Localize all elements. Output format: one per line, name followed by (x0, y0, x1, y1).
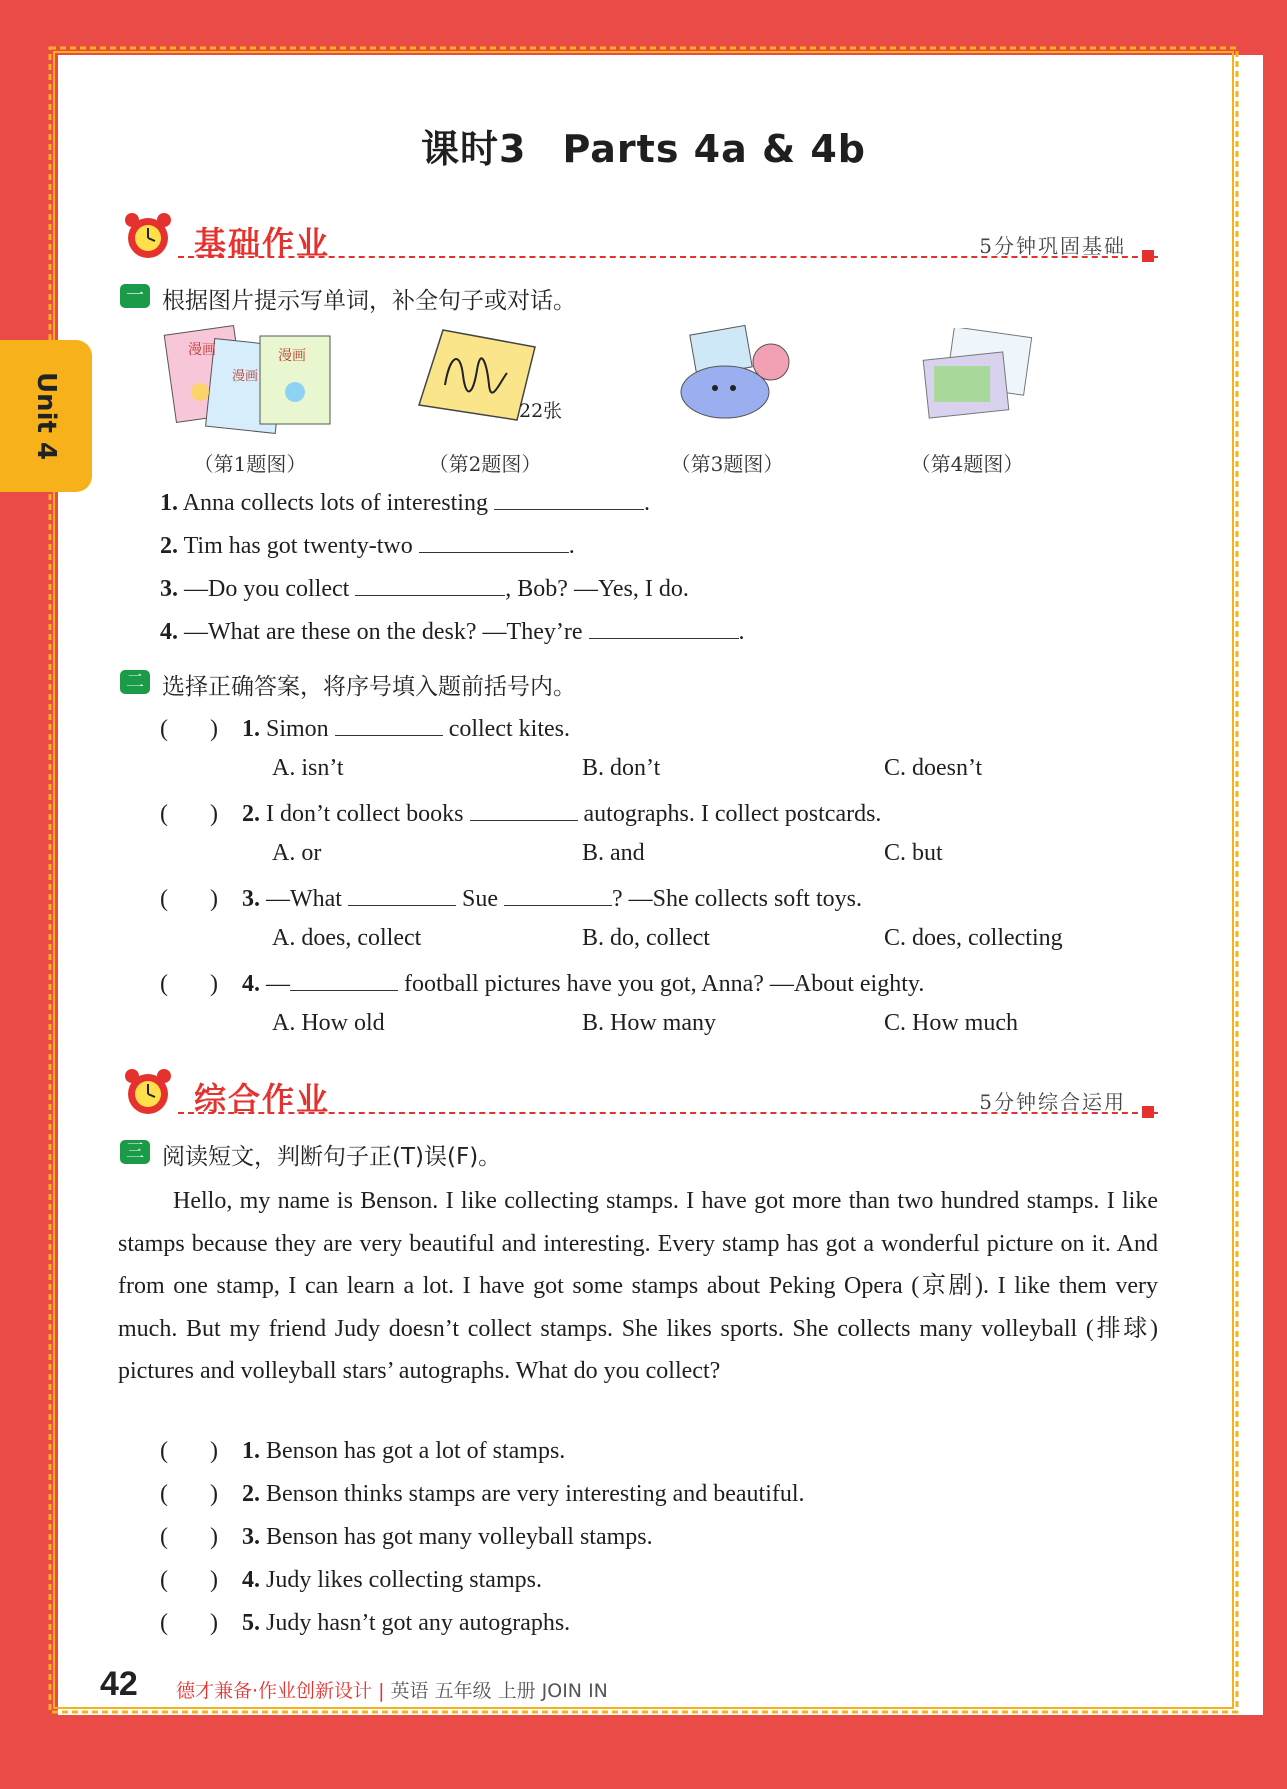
comic-label-2: 漫画 (232, 369, 259, 384)
postcards-picture (920, 328, 1038, 428)
alarm-clock-icon (118, 1064, 178, 1120)
judge-item-4: ( ) 4. Judy likes collecting stamps. (160, 1567, 542, 1593)
section-basic-heading: 基础作业 (194, 224, 331, 262)
question-1-badge: 一 (120, 284, 150, 308)
choice-item-4: ( ) 4. — football pictures have you got, Anna? —About eighty. (160, 968, 924, 998)
answer-paren[interactable]: ( ) (160, 1481, 218, 1507)
answer-paren[interactable]: ( ) (160, 1524, 218, 1550)
answer-blank[interactable] (348, 883, 456, 906)
comic-books-picture (160, 322, 340, 437)
section-divider-end (1142, 1106, 1154, 1118)
answer-blank[interactable] (589, 616, 739, 639)
option-2b[interactable]: B. and (582, 840, 645, 866)
autograph-card-picture (415, 325, 580, 425)
option-4a[interactable]: A. How old (272, 1010, 385, 1036)
judge-item-2: ( ) 2. Benson thinks stamps are very interesting and beautiful. (160, 1481, 805, 1507)
judge-item-3: ( ) 3. Benson has got many volleyball stamps. (160, 1524, 653, 1550)
question-3-badge: 三 (120, 1140, 150, 1164)
page-number: 42 (100, 1665, 138, 1703)
caption-1: （第1题图） (193, 452, 307, 476)
comic-label-3: 漫画 (278, 348, 306, 364)
footer-text: 德才兼备·作业创新设计 | 英语 五年级 上册 JOIN IN (176, 1680, 608, 1702)
option-3c[interactable]: C. does, collecting (884, 925, 1063, 951)
answer-blank[interactable] (419, 530, 569, 553)
answer-blank[interactable] (290, 968, 398, 991)
option-4b[interactable]: B. How many (582, 1010, 716, 1036)
caption-2: （第2题图） (428, 452, 542, 476)
fill-item-4: 4. —What are these on the desk? —They’re . (160, 616, 745, 646)
option-1b[interactable]: B. don’t (582, 755, 661, 781)
section-comprehensive-header (118, 1064, 1158, 1124)
option-2c[interactable]: C. but (884, 840, 943, 866)
footer-brand: 德才兼备·作业创新设计 (176, 1680, 373, 1702)
page-title (0, 118, 1287, 173)
question-2-instruction: 选择正确答案，将序号填入题前括号内。 (162, 674, 576, 700)
section-basic-header (118, 208, 1158, 268)
fill-item-1: 1. Anna collects lots of interesting . (160, 487, 650, 517)
answer-paren[interactable]: ( ) (160, 886, 218, 912)
section-basic-tag: 5分钟巩固基础 (979, 234, 1126, 258)
question-2-badge: 二 (120, 670, 150, 694)
answer-paren[interactable]: ( ) (160, 1610, 218, 1636)
choice-item-3: ( ) 3. —What Sue ? —She collects soft toys. (160, 883, 862, 913)
caption-4: （第4题图） (910, 452, 1024, 476)
section-divider (178, 256, 1158, 258)
answer-paren[interactable]: ( ) (160, 1438, 218, 1464)
judge-item-1: ( ) 1. Benson has got a lot of stamps. (160, 1438, 566, 1464)
answer-blank[interactable] (494, 487, 644, 510)
alarm-clock-icon (118, 208, 178, 264)
option-4c[interactable]: C. How much (884, 1010, 1018, 1036)
section-comprehensive-heading: 综合作业 (194, 1080, 331, 1118)
option-1a[interactable]: A. isn’t (272, 755, 344, 781)
answer-blank[interactable] (470, 798, 578, 821)
caption-3: （第3题图） (670, 452, 784, 476)
section-divider (178, 1112, 1158, 1114)
section-divider-end (1142, 250, 1154, 262)
question-1-instruction: 根据图片提示写单词，补全句子或对话。 (162, 288, 576, 314)
answer-blank[interactable] (335, 713, 443, 736)
judge-item-5: ( ) 5. Judy hasn’t got any autographs. (160, 1610, 571, 1636)
option-1c[interactable]: C. doesn’t (884, 755, 983, 781)
answer-paren[interactable]: ( ) (160, 971, 218, 997)
option-2a[interactable]: A. or (272, 840, 322, 866)
answer-paren[interactable]: ( ) (160, 716, 218, 742)
section-comprehensive-tag: 5分钟综合运用 (979, 1090, 1126, 1114)
choice-item-1: ( ) 1. Simon collect kites. (160, 713, 570, 743)
card-count-note: 22张 (519, 400, 563, 422)
lesson-label: 课时3 (420, 127, 527, 171)
soft-toy-picture (673, 322, 803, 427)
comic-label-1: 漫画 (188, 342, 216, 358)
option-3b[interactable]: B. do, collect (582, 925, 710, 951)
option-3a[interactable]: A. does, collect (272, 925, 422, 951)
answer-paren[interactable]: ( ) (160, 801, 218, 827)
fill-item-3: 3. —Do you collect , Bob? —Yes, I do. (160, 573, 689, 603)
footer-book-info: 英语 五年级 上册 JOIN IN (390, 1680, 608, 1702)
unit-tab-label: Unit 4 (31, 371, 61, 461)
answer-paren[interactable]: ( ) (160, 1567, 218, 1593)
answer-blank[interactable] (355, 573, 505, 596)
question-3-instruction: 阅读短文，判断句子正(T)误(F)。 (162, 1144, 502, 1170)
unit-tab (0, 340, 92, 492)
choice-item-2: ( ) 2. I don’t collect books autographs. I collect postcards. (160, 798, 881, 828)
fill-item-2: 2. Tim has got twenty-two . (160, 530, 575, 560)
parts-label: Parts 4a & 4b (562, 127, 866, 171)
reading-passage: Hello, my name is Benson. I like collecting stamps. I have got more than two hundred stamps. I like stamps because they are very beautiful and interesting. Every stamp has got a wonderful picture on it. And from one stamp, I can learn a lot. I have got some stamps about Peking Opera (京剧). I like them very much. But my friend Judy doesn’t collect stamps. She likes sports. She collects many volleyball (排球) pictures and volleyball stars’ autographs. What do you collect? (118, 1188, 1158, 1384)
answer-blank[interactable] (504, 883, 612, 906)
